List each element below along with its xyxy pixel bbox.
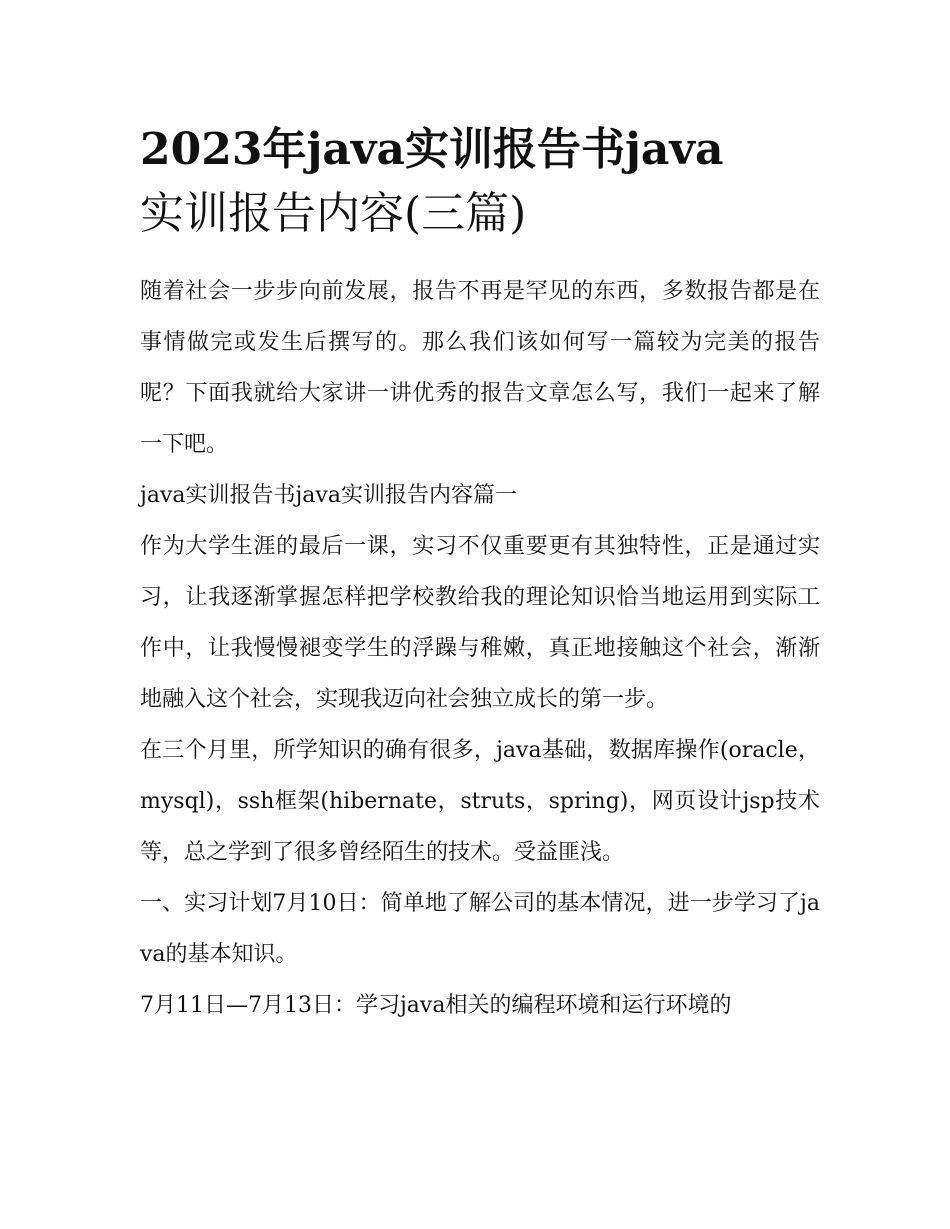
title-line-2: 实训报告内容(三篇): [140, 188, 527, 239]
body-paragraph-3: 一、实习计划7月10日：简单地了解公司的基本情况，进一步学习了java的基本知识。: [140, 891, 820, 967]
document-title: [140, 118, 820, 246]
section-heading-1: java实训报告书java实训报告内容篇一: [140, 483, 517, 508]
document-body: [140, 118, 820, 1031]
title-line-1: 2023年java实训报告书java: [140, 124, 724, 175]
body-paragraph-4: 7月11日—7月13日：学习java相关的编程环境和运行环境的: [140, 993, 732, 1018]
intro-paragraph: 随着社会一步步向前发展，报告不再是罕见的东西，多数报告都是在事情做完或发生后撰写的。那么我们该如何写一篇较为完美的报告呢？下面我就给大家讲一讲优秀的报告文章怎么写，我们一起来了解一下吧。: [140, 279, 820, 457]
body-paragraph-1: 作为大学生涯的最后一课，实习不仅重要更有其独特性，正是通过实习，让我逐渐掌握怎样把学校教给我的理论知识恰当地运用到实际工作中，让我慢慢褪变学生的浮躁与稚嫩，真正地接触这个社会，渐渐地融入这个社会，实现我迈向社会独立成长的第一步。: [140, 534, 820, 712]
body-paragraph-2: 在三个月里，所学知识的确有很多，java基础，数据库操作(oracle，mysql)，ssh框架(hibernate，struts，spring)，网页设计jsp技术等，总之学到了很多曾经陌生的技术。受益匪浅。: [140, 738, 820, 865]
